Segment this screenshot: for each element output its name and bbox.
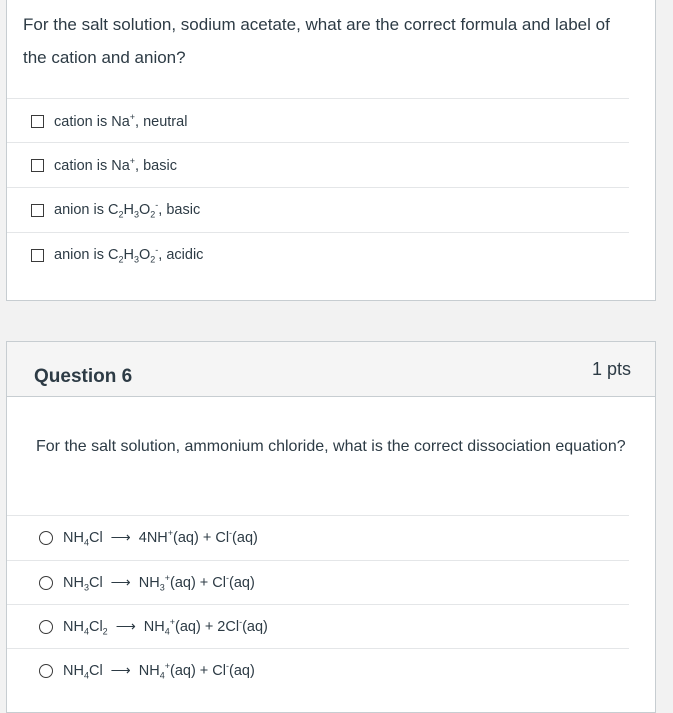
radio-button[interactable] (39, 576, 53, 590)
q5-option-2[interactable] (7, 142, 629, 187)
option-label: $NH_4Cl$ ⟶ $NH_4^+(aq) + Cl^-(aq)$ (63, 661, 255, 681)
checkbox[interactable] (31, 249, 44, 262)
question-5-text: For the salt solution, sodium acetate, what are the correct formula and label of the cation and anion? (23, 15, 610, 67)
option-label: cation is Na+, basic (54, 156, 177, 174)
option-label: $NH_4Cl$ ⟶ 4NH+(aq) + Cl-(aq) (63, 528, 258, 548)
checkbox[interactable] (31, 115, 44, 128)
checkbox[interactable] (31, 159, 44, 172)
option-label: cation is Na+, neutral (54, 112, 188, 130)
option-label: $NH_3Cl$ ⟶ $NH_3^+(aq) + Cl^-(aq)$ (63, 573, 255, 593)
option-label: anion is $C_2H_3O_2^-$, basic (54, 200, 201, 220)
q6-option-4[interactable] (7, 648, 629, 693)
option-label: anion is $C_2H_3O_2^-$, acidic (54, 245, 204, 265)
question-header (7, 342, 655, 397)
reaction-arrow: ⟶ (110, 528, 131, 545)
radio-button[interactable] (39, 620, 53, 634)
reaction-arrow: ⟶ (110, 573, 131, 590)
q5-option-4[interactable] (7, 232, 629, 277)
radio-button[interactable] (39, 664, 53, 678)
reaction-arrow: ⟶ (115, 617, 136, 634)
question-5-card (6, 0, 656, 301)
radio-button[interactable] (39, 531, 53, 545)
q6-option-1[interactable] (7, 515, 629, 560)
question-6-text: For the salt solution, ammonium chloride, what is the correct dissociation equation? (36, 438, 626, 455)
q5-option-1[interactable] (7, 98, 629, 143)
question-6-card (6, 341, 656, 713)
q5-option-3[interactable] (7, 187, 629, 232)
q6-option-2[interactable] (7, 560, 629, 605)
question-points: 1 pts (591, 359, 631, 379)
reaction-arrow: ⟶ (110, 661, 131, 678)
q6-option-3[interactable] (7, 604, 629, 649)
question-title: Question 6 (34, 366, 133, 387)
checkbox[interactable] (31, 204, 44, 217)
option-label: $NH_4Cl_2$ ⟶ $NH_4^+(aq) + 2Cl^-(aq)$ (63, 617, 268, 637)
